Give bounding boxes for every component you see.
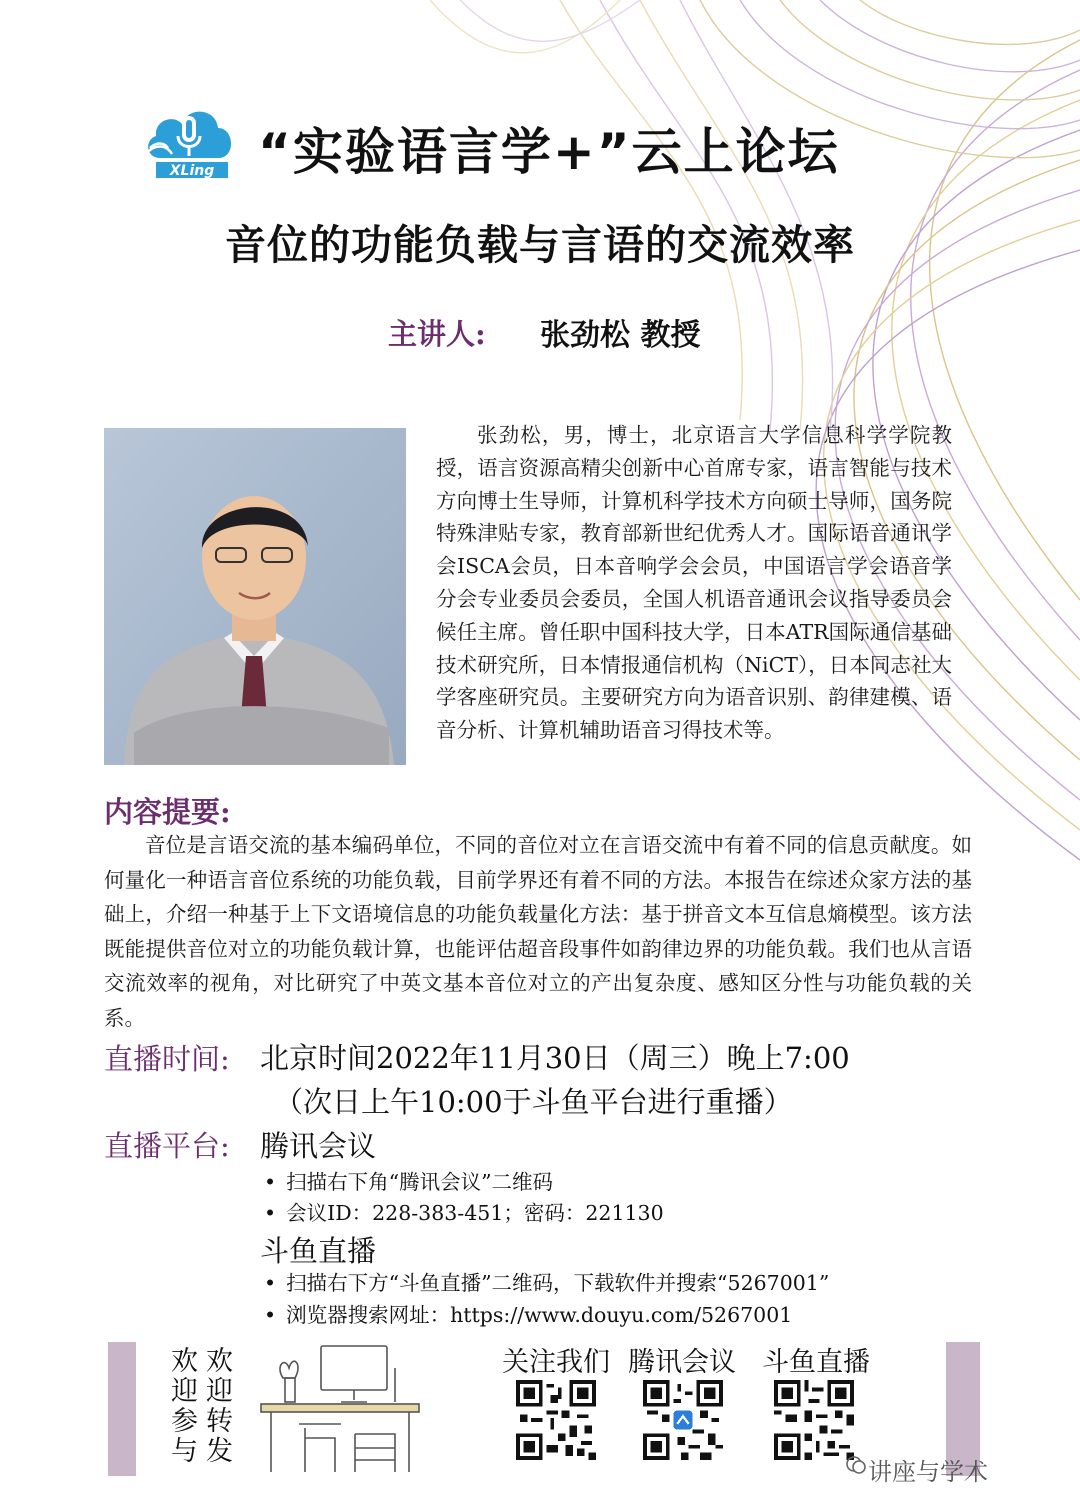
live-time: 北京时间2022年11月30日（周三）晚上7:00 [260, 1041, 850, 1075]
watermark-text: 讲座与学术 [868, 1458, 988, 1486]
summary-text: 音位是言语交流的基本编码单位，不同的音位对立在言语交流中有着不同的信息贡献度。如何量化一种语言音位系统的功能负载，目前学界还有着不同的方法。本报告在综述众家方法的基础上，介绍一种基于上下文语境信息的功能负载量化方法：基于拼音文本互信息熵模型。该方法既能提供音位对立的功能负载计算，也能评估超音段事件如韵律边界的功能负载。我们也从言语交流效率的视角，对比研究了中英文基本音位对立的产出复杂度、感知区分性与功能负载的关系。 [104, 833, 972, 1030]
qr-code-douyu-live[interactable] [774, 1380, 854, 1460]
platform-label: 直播平台: [104, 1129, 230, 1163]
platform-tencent-meeting: 腾讯会议 [260, 1129, 377, 1163]
qr-label-follow-us: 关注我们 [502, 1347, 610, 1378]
xling-logo [142, 98, 238, 182]
speaker-photo [104, 428, 406, 765]
speaker-label: 主讲人: [388, 317, 486, 351]
wechat-icon [845, 1454, 867, 1476]
qr-code-follow-us[interactable] [516, 1380, 596, 1460]
footer-bar-left [108, 1342, 136, 1476]
douyu-instruction: • 扫描右下方“斗鱼直播”二维码，下载软件并搜索“5267001” [264, 1266, 829, 1296]
summary-heading: 内容提要: [104, 795, 231, 829]
douyu-url[interactable]: • 浏览器搜索网址：https://www.douyu.com/5267001 [264, 1298, 792, 1328]
replay-note: （次日上午10:00于斗鱼平台进行重播） [274, 1085, 793, 1119]
live-time-label: 直播时间: [104, 1042, 230, 1076]
platform-douyu-live: 斗鱼直播 [260, 1234, 377, 1268]
qr-label-douyu-live: 斗鱼直播 [762, 1347, 870, 1378]
welcome-share-text: 欢迎转发 [201, 1346, 232, 1466]
logo-text: XLing [169, 163, 215, 179]
speaker-name: 张劲松 教授 [540, 318, 701, 353]
desk-illustration [255, 1338, 425, 1476]
qr-code-tencent-meeting[interactable] [643, 1380, 723, 1460]
speaker-bio: 张劲松，男，博士，北京语言大学信息科学学院教授，语言资源高精尖创新中心首席专家，语言智能与技术方向博士生导师，计算机科学技术方向硕士导师，国务院特殊津贴专家，教育部新世纪优秀人才。国际语音通讯学会ISCA会员，日本音响学会会员，中国语言学会语音学分会专业委员会委员，全国人机语音通讯会议指导委员会候任主席。曾任职中国科技大学，日本ATR国际通信基础技术研究所，日本情报通信机构（NiCT），日本同志社大学客座研究员。主要研究方向为语音识别、韵律建模、语音分析、计算机辅助语音习得技术等。 [436, 423, 952, 743]
welcome-join-text: 欢迎参与 [166, 1346, 197, 1466]
forum-title: “实验语言学+”云上论坛 [258, 123, 840, 181]
tencent-meeting-id: • 会议ID：228-383-451；密码：221130 [264, 1196, 664, 1226]
qr-label-tencent-meeting: 腾讯会议 [628, 1347, 736, 1378]
tencent-instruction: • 扫描右下角“腾讯会议”二维码 [264, 1165, 553, 1195]
talk-title: 音位的功能负载与言语的交流效率 [225, 221, 855, 269]
